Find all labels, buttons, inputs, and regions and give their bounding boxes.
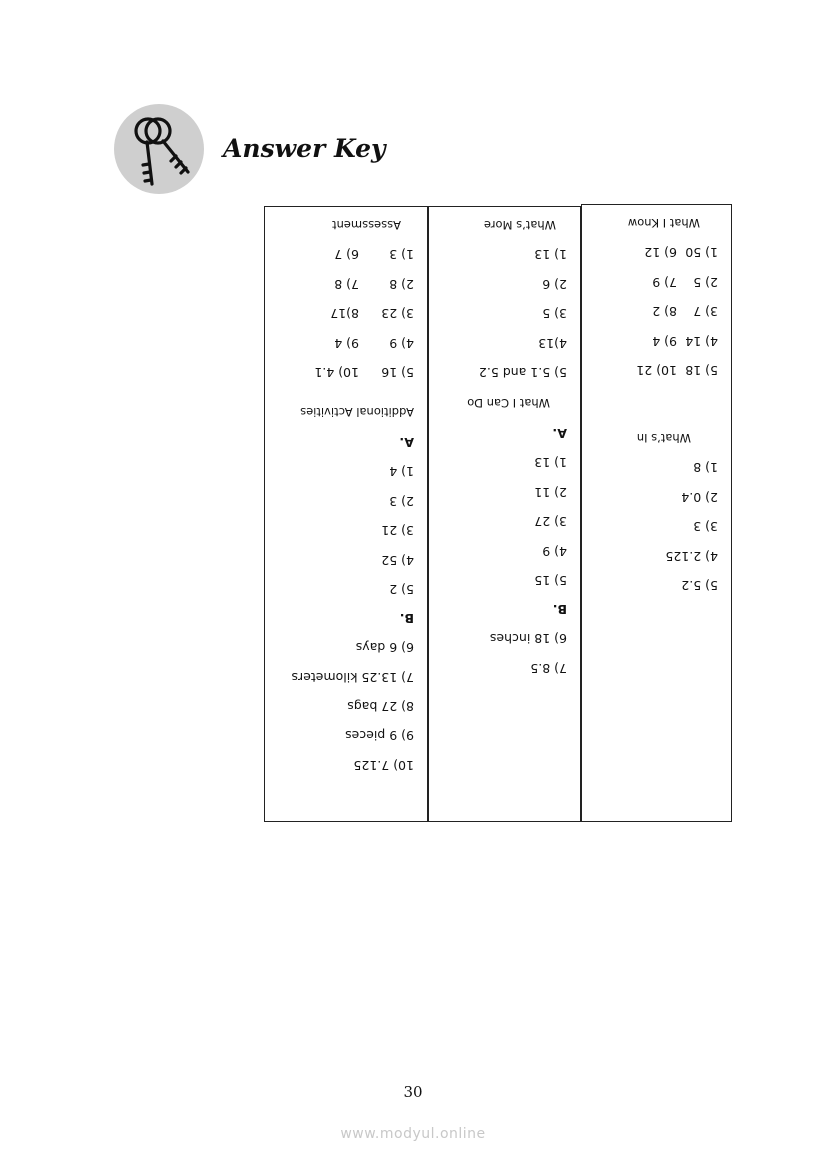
answer-item: 7) 8 (334, 277, 359, 292)
answer-item: 5) 16 (381, 365, 414, 380)
answer-item: 2) 0.4 (681, 490, 718, 505)
answer-item: 8) 2 (652, 304, 677, 319)
answer-item: 3) 3 (693, 519, 718, 534)
answer-item: 5) 5.2 (681, 578, 718, 593)
answer-item: 9) 4 (334, 336, 359, 351)
section-label: B. (552, 602, 567, 617)
answer-item: 3) 23 (381, 306, 414, 321)
section-label: A. (399, 435, 414, 450)
answer-item: 7) 8.5 (530, 661, 567, 676)
answer-item: 2) 5 (693, 275, 718, 290)
answer-item: 5) 15 (534, 573, 567, 588)
answer-item: 1) 4 (389, 464, 414, 479)
answer-item: 3) 5 (542, 306, 567, 321)
section-heading: What’s In (636, 431, 691, 445)
answer-item: 1) 13 (534, 247, 567, 262)
column-heading: What’s More (483, 218, 556, 232)
answer-item: 6) 18 inches (489, 631, 567, 646)
answer-item: 5) 18 (685, 363, 718, 378)
answer-item: 1) 3 (389, 247, 414, 262)
page-number: 30 (403, 1083, 423, 1101)
answer-item: 2) 11 (534, 485, 567, 500)
answer-item: 2) 6 (542, 277, 567, 292)
answer-item: 10) 4.1 (314, 365, 359, 380)
answer-item: 4) 2.125 (665, 549, 718, 564)
section-heading: What I Can Do (467, 396, 550, 410)
answer-item: 4) 9 (389, 336, 414, 351)
answer-column-assessment (264, 206, 428, 822)
answer-column-what-i-know (581, 204, 732, 822)
answer-item: 1) 50 (685, 245, 718, 260)
answer-item: 3) 7 (693, 304, 718, 319)
answer-item: 7) 9 (652, 275, 677, 290)
answer-item: 9) 4 (652, 334, 677, 349)
answer-item: 5) 2 (389, 582, 414, 597)
section-heading: Additional Activities (300, 405, 414, 419)
answer-item: 1) 8 (693, 460, 718, 475)
answer-item: 8) 27 bags (347, 699, 414, 714)
keys-icon (114, 104, 204, 194)
answer-item: 9) 9 pieces (345, 728, 414, 743)
answer-item: 2) 3 (389, 494, 414, 509)
answer-item: 7) 13.25 kilometers (291, 670, 414, 685)
answer-item: 8)17 (330, 306, 359, 321)
answer-item: 6) 12 (644, 245, 677, 260)
answer-item: 6) 6 days (355, 640, 414, 655)
column-heading: What I Know (627, 216, 700, 230)
section-label: A. (552, 426, 567, 441)
answer-item: 4) 52 (381, 553, 414, 568)
watermark: www.modyul.online (340, 1126, 486, 1142)
answer-item: 5) 5.1 and 5.2 (478, 365, 567, 380)
page-title: Answer Key (223, 134, 386, 163)
answer-item: 1) 13 (534, 455, 567, 470)
section-label: B. (399, 611, 414, 626)
answer-item: 3) 27 (534, 514, 567, 529)
column-heading: Assessment (332, 218, 401, 232)
answer-item: 2) 8 (389, 277, 414, 292)
answer-item: 4) 9 (542, 544, 567, 559)
answer-column-whats-more (428, 206, 581, 822)
answer-item: 6) 7 (334, 247, 359, 262)
answer-item: 10) 21 (636, 363, 677, 378)
answer-item: 4) 14 (685, 334, 718, 349)
answer-item: 10) 7.125 (353, 758, 414, 773)
answer-item: 4)13 (538, 336, 567, 351)
answer-item: 3) 21 (381, 523, 414, 538)
